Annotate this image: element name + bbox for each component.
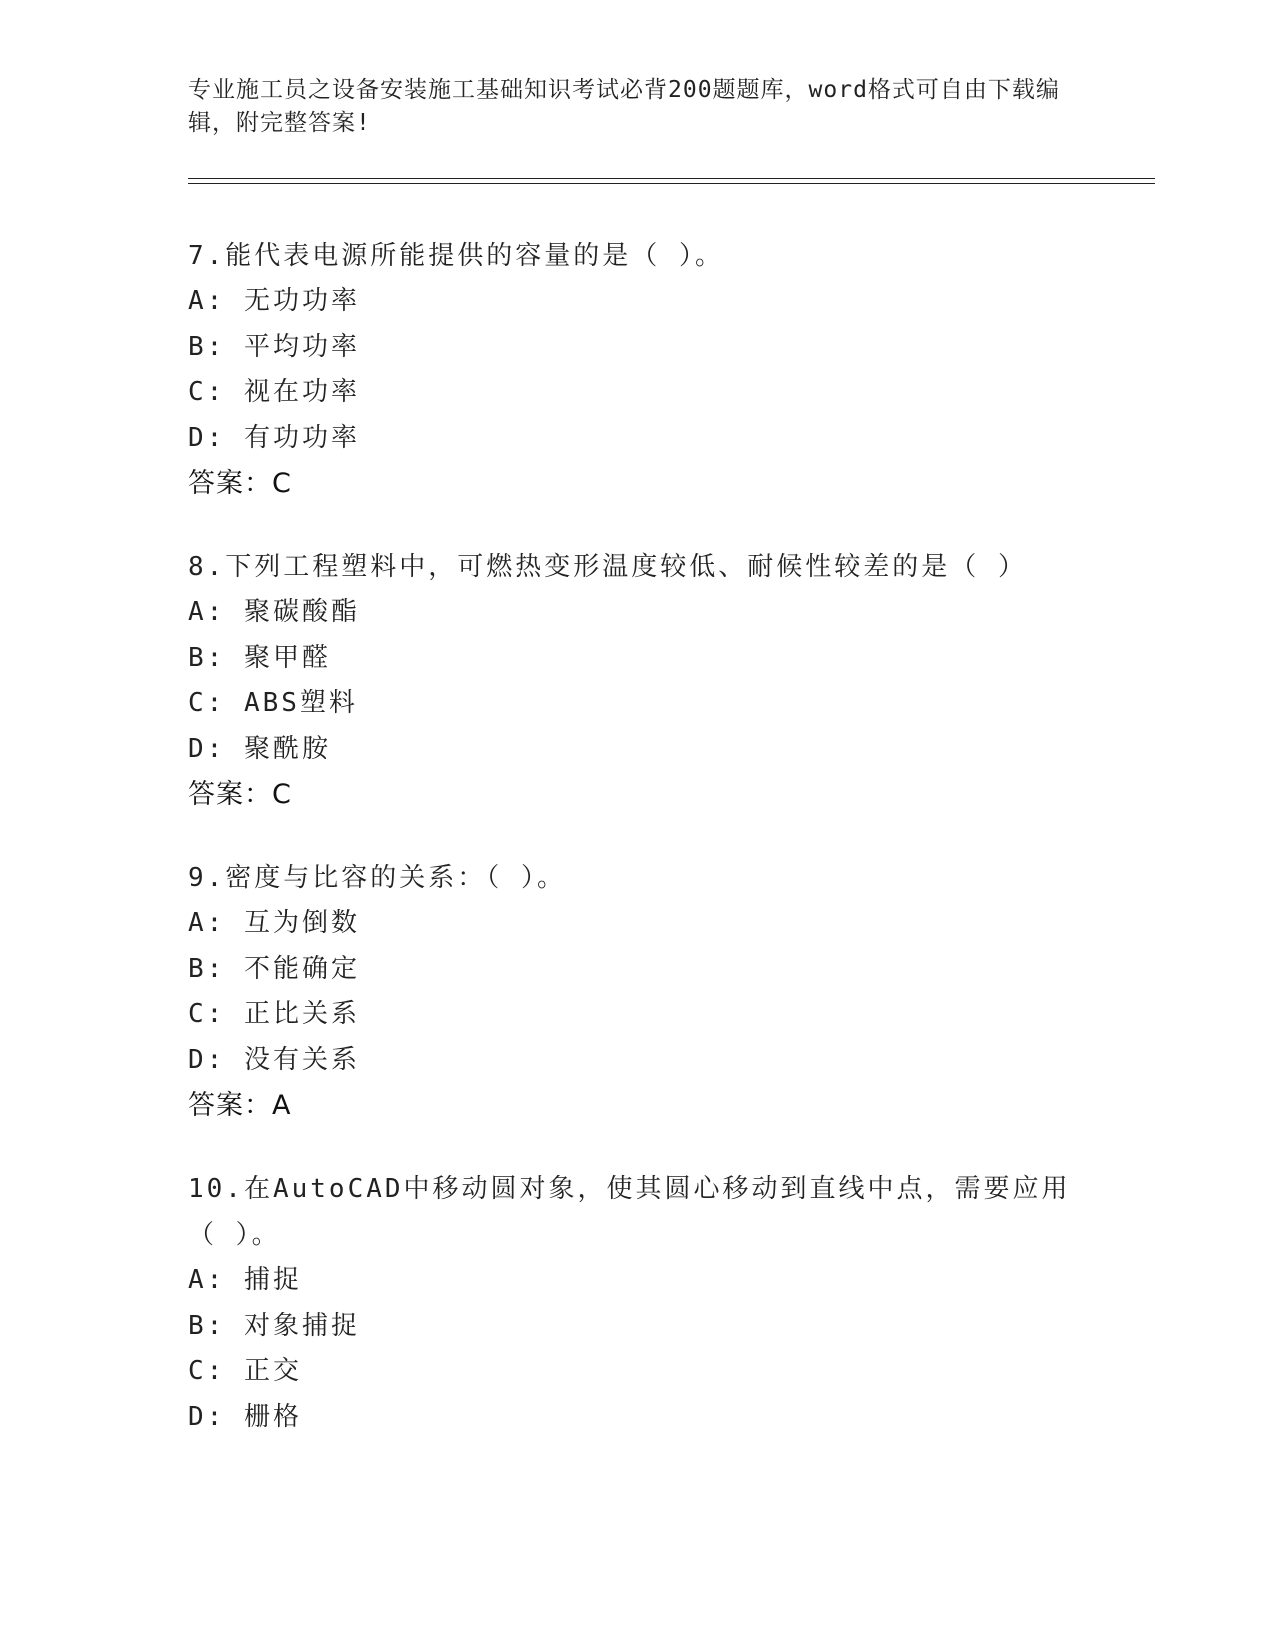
question-stem: 9.密度与比容的关系：（ ）。	[188, 863, 566, 893]
question-9	[188, 855, 1088, 1128]
option-b: B: 对象捕捉	[188, 1310, 360, 1341]
question-list	[188, 233, 1088, 1478]
option-b: B: 聚甲醛	[188, 642, 331, 673]
question-stem: 8.下列工程塑料中，可燃热变形温度较低、耐候性较差的是（ ）	[188, 552, 1027, 582]
option-a: A: 捕捉	[188, 1265, 302, 1295]
option-d: D: 栅格	[188, 1401, 302, 1432]
option-a: A: 互为倒数	[188, 908, 360, 938]
option-d: D: 没有关系	[188, 1044, 360, 1075]
option-a: A: 聚碳酸酯	[188, 597, 360, 627]
header-divider-top	[188, 178, 1155, 179]
question-10	[188, 1166, 1088, 1440]
question-7	[188, 233, 1088, 506]
option-b: B: 不能确定	[188, 953, 360, 984]
document-header: 专业施工员之设备安装施工基础知识考试必背200题题库，word格式可自由下载编辑，附完整答案!	[188, 77, 1060, 136]
option-a: A: 无功功率	[188, 286, 360, 316]
option-d: D: 聚酰胺	[188, 733, 331, 764]
question-8	[188, 544, 1088, 817]
header-divider-bottom	[188, 183, 1155, 184]
option-c: C: ABS塑料	[188, 688, 358, 718]
option-c: C: 正比关系	[188, 999, 360, 1029]
option-b: B: 平均功率	[188, 331, 360, 362]
option-d: D: 有功功率	[188, 422, 360, 453]
option-c: C: 视在功率	[188, 377, 360, 407]
answer-line: 答案：C	[188, 779, 292, 810]
answer-line: 答案：C	[188, 468, 292, 499]
question-stem: 7.能代表电源所能提供的容量的是（ ）。	[188, 241, 724, 271]
answer-line: 答案：A	[188, 1090, 292, 1121]
option-c: C: 正交	[188, 1356, 302, 1386]
question-stem: 10.在AutoCAD中移动圆对象，使其圆心移动到直线中点，需要应用（ ）。	[188, 1174, 1071, 1250]
